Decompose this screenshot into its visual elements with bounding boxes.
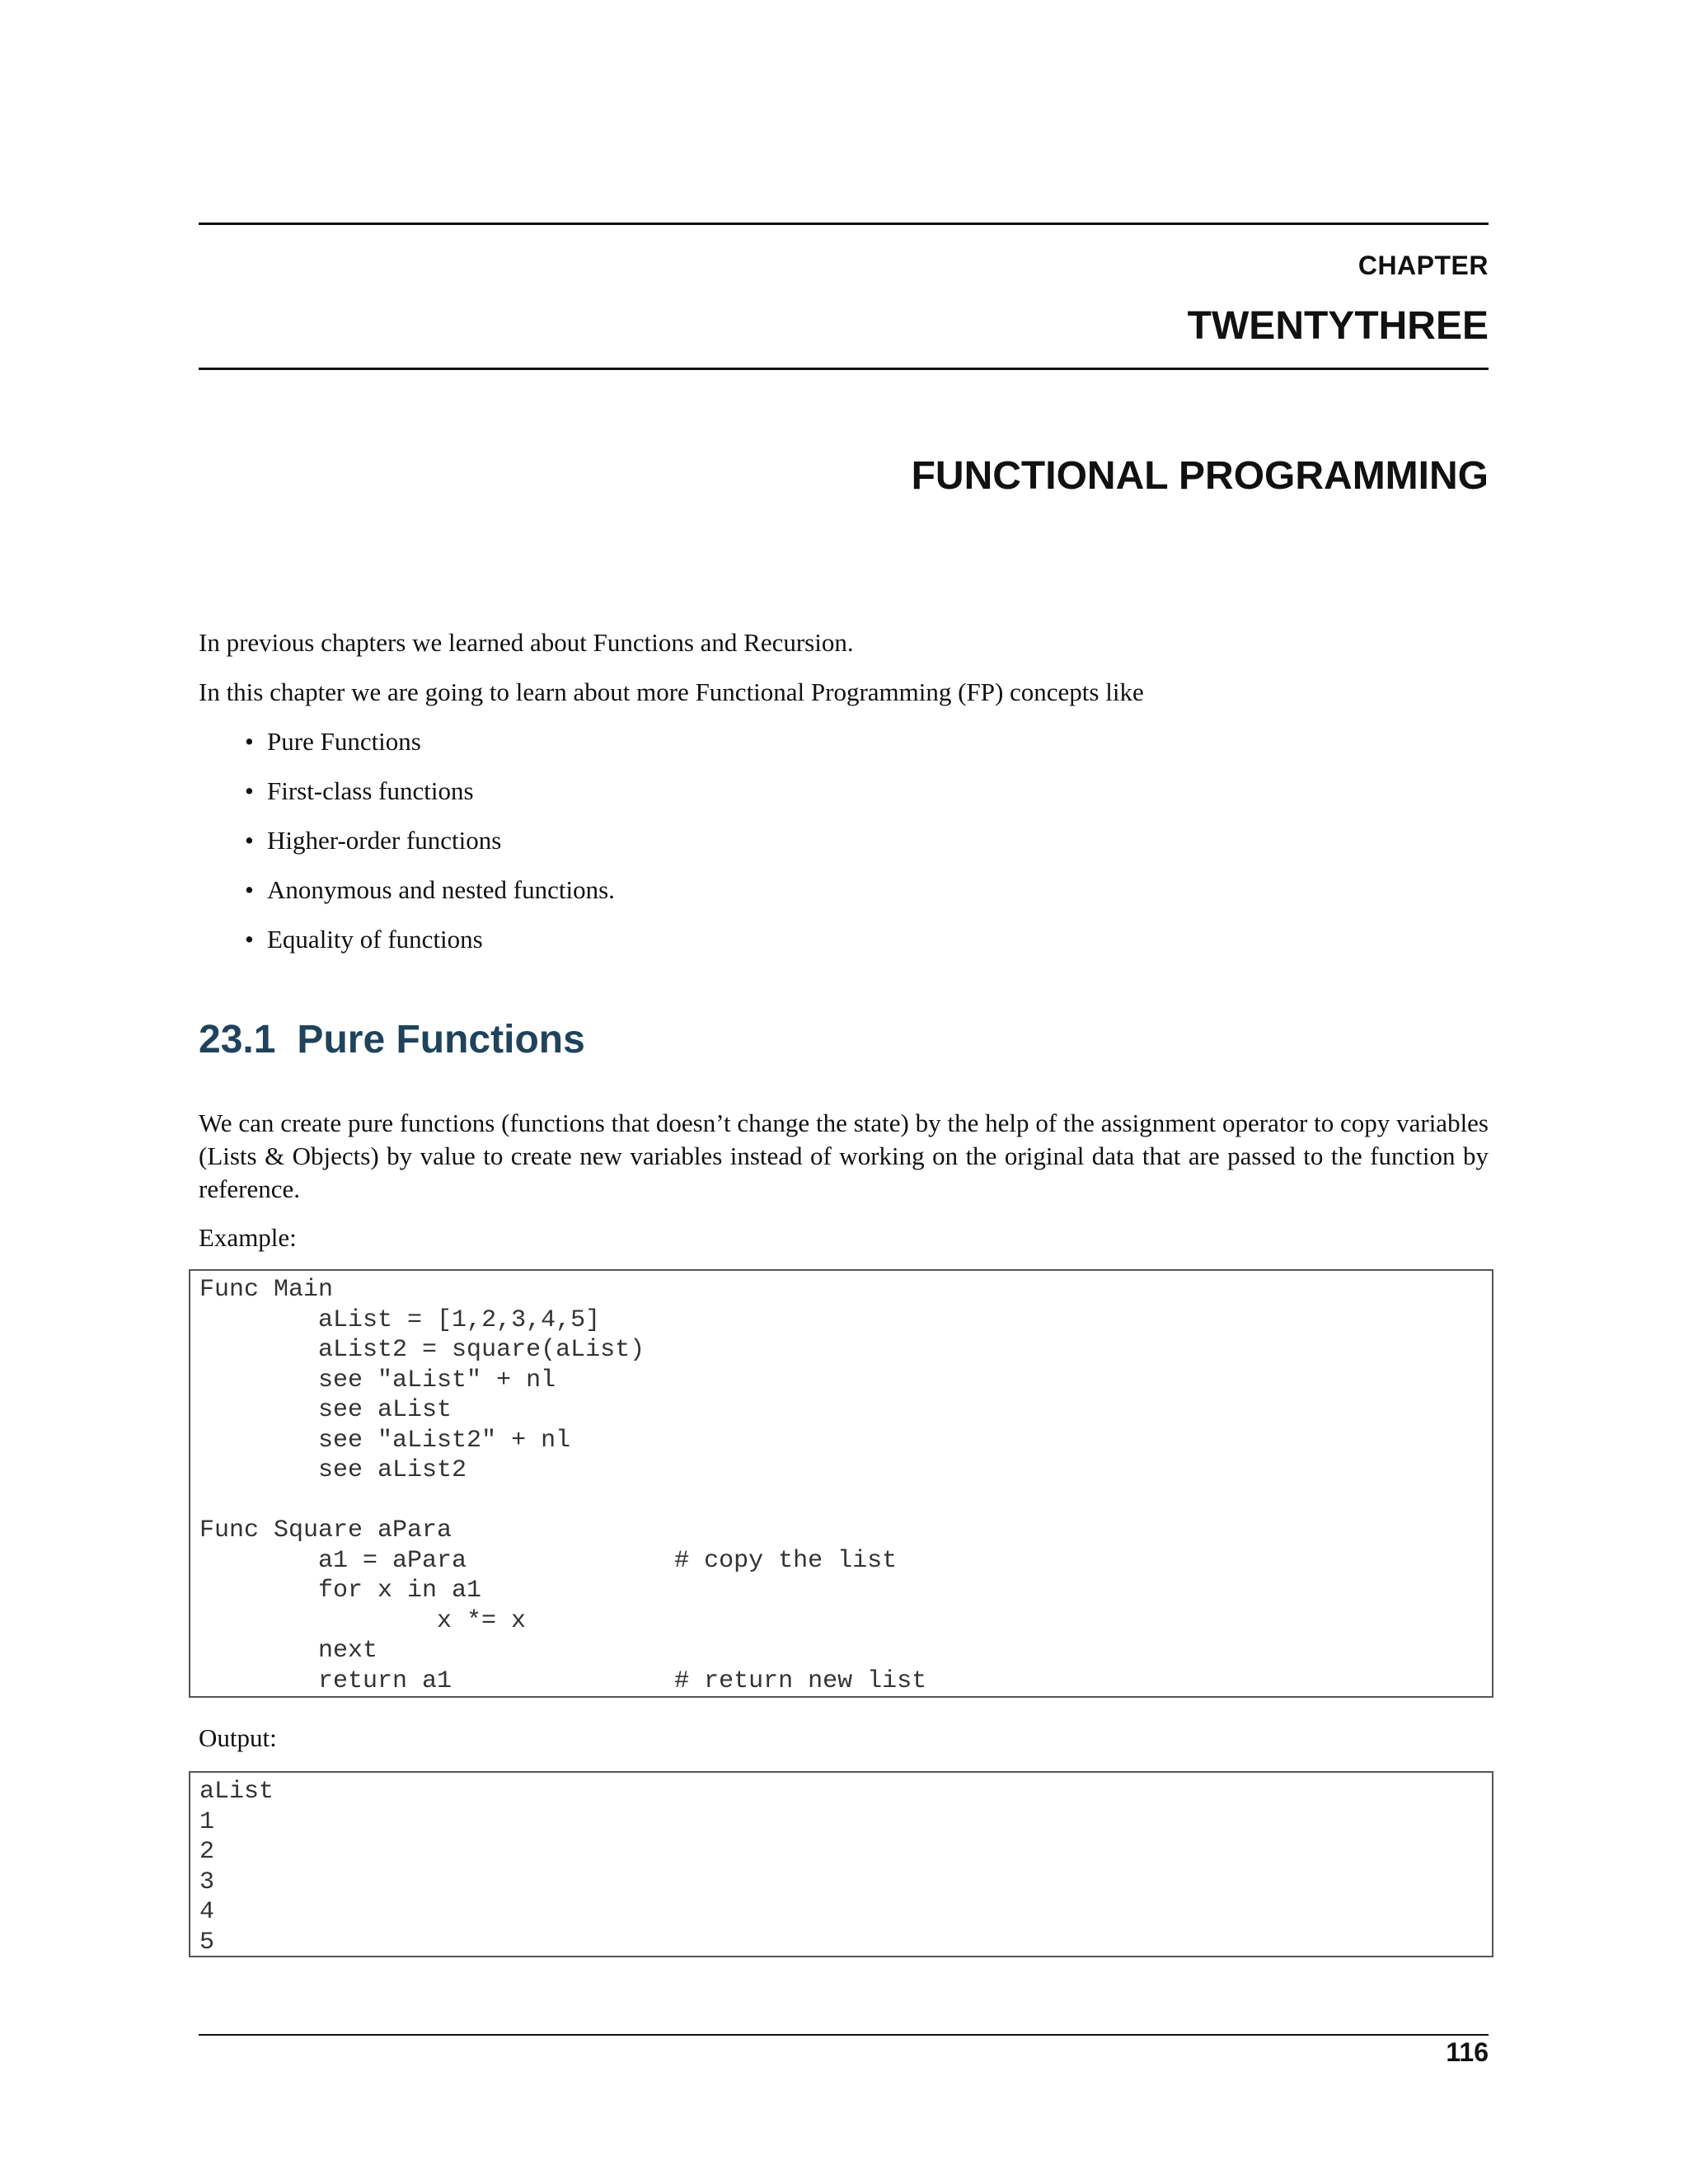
output-label: Output:	[199, 1723, 277, 1752]
intro-paragraph-2: In this chapter we are going to learn about more Functional Programming (FP) concepts like	[199, 677, 1144, 706]
list-item-text: First-class functions	[267, 776, 474, 805]
intro-paragraph-1: In previous chapters we learned about Functions and Recursion.	[199, 628, 854, 657]
chapter-number: TWENTYTHREE	[1187, 304, 1489, 348]
example-code-text: Func Main aList = [1,2,3,4,5] aList2 = square(aList) see "aList" + nl see aList see "aList2" + nl see aList2 Func Square aPara a1 = aPara # copy the list for x in a1 x *= x next return a1 # return new list	[199, 1276, 927, 1695]
section-body-paragraph: We can create pure functions (functions that doesn’t change the state) by the help of the assignment operator to copy variables (Lists & Objects) by value to create new variables instead of working on the original data that are passed to the function by reference.	[199, 1108, 1489, 1203]
list-item-text: Equality of functions	[267, 925, 483, 954]
example-code-block	[189, 1269, 1493, 1698]
chapter-top-rule	[199, 223, 1489, 225]
output-code-block	[189, 1771, 1493, 1957]
footer-rule	[199, 2034, 1489, 2036]
list-item	[199, 775, 1353, 824]
chapter-title: FUNCTIONAL PROGRAMMING	[911, 454, 1489, 498]
page-number: 116	[1446, 2037, 1489, 2067]
bullet-icon: •	[245, 727, 254, 756]
bullet-icon: •	[245, 776, 254, 805]
section-number: 23.1	[199, 1018, 276, 1062]
bullet-icon: •	[245, 925, 254, 954]
chapter-label: CHAPTER	[1357, 251, 1489, 280]
list-item-text: Higher-order functions	[267, 826, 502, 855]
concept-list	[199, 725, 1353, 972]
section-title: Pure Functions	[297, 1018, 585, 1062]
bullet-icon: •	[245, 875, 254, 904]
chapter-bottom-rule	[199, 368, 1489, 370]
list-item	[199, 874, 1353, 923]
section-heading	[199, 1017, 585, 1063]
list-item-text: Anonymous and nested functions.	[267, 875, 615, 904]
list-item	[199, 725, 1353, 775]
list-item-text: Pure Functions	[267, 727, 421, 756]
list-item	[199, 824, 1353, 874]
output-code-text: aList 1 2 3 4 5	[199, 1778, 274, 1957]
bullet-icon: •	[245, 826, 254, 855]
example-label: Example:	[199, 1223, 297, 1252]
list-item	[199, 923, 1353, 972]
